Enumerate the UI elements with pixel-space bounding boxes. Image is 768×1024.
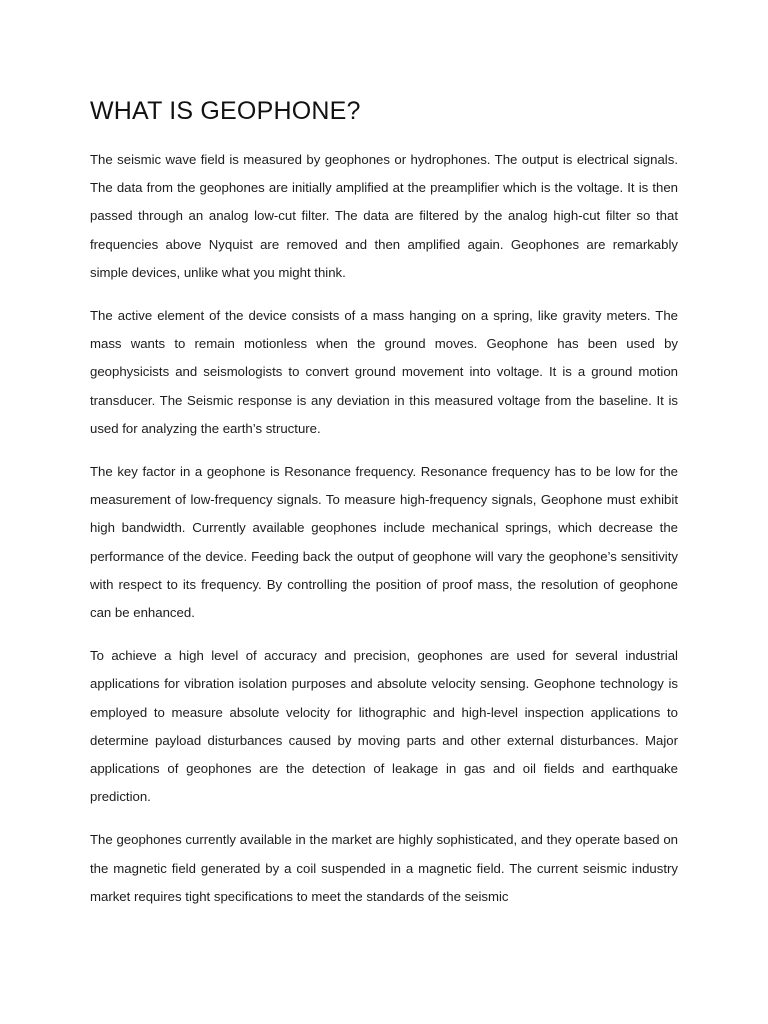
document-body — [90, 94, 678, 911]
paragraph-3: The key factor in a geophone is Resonance frequency. Resonance frequency has to be low for the measurement of low-frequency signals. To measure high-frequency signals, Geophone must exhibit high bandwidth. Currently available geophones include mechanical springs, which decrease the performance of the device. Feeding back the output of geophone will vary the geophone’s sensitivity with respect to its frequency. By controlling the position of proof mass, the resolution of geophone can be enhanced. — [90, 464, 678, 621]
paragraph-4: To achieve a high level of accuracy and precision, geophones are used for several industrial applications for vibration isolation purposes and absolute velocity sensing. Geophone technology is employed to measure absolute velocity for lithographic and high-level inspection applications to determine payload disturbances caused by moving parts and other external disturbances. Major applications of geophones are the detection of leakage in gas and oil fields and earthquake prediction. — [90, 648, 678, 805]
paragraph-1: The seismic wave field is measured by geophones or hydrophones. The output is electrical signals. The data from the geophones are initially amplified at the preamplifier which is the voltage. It is then passed through an analog low-cut filter. The data are filtered by the analog high-cut filter so that frequencies above Nyquist are removed and then amplified again. Geophones are remarkably simple devices, unlike what you might think. — [90, 152, 678, 280]
paragraph-2: The active element of the device consists of a mass hanging on a spring, like gravity meters. The mass wants to remain motionless when the ground moves. Geophone has been used by geophysicists and seismologists to convert ground movement into voltage. It is a ground motion transducer. The Seismic response is any deviation in this measured voltage from the baseline. It is used for analyzing the earth’s structure. — [90, 308, 678, 436]
paragraph-5: The geophones currently available in the market are highly sophisticated, and they operate based on the magnetic field generated by a coil suspended in a magnetic field. The current seismic industry market requires tight specifications to meet the standards of the seismic — [90, 832, 678, 904]
document-title: WHAT IS GEOPHONE? — [90, 97, 361, 125]
